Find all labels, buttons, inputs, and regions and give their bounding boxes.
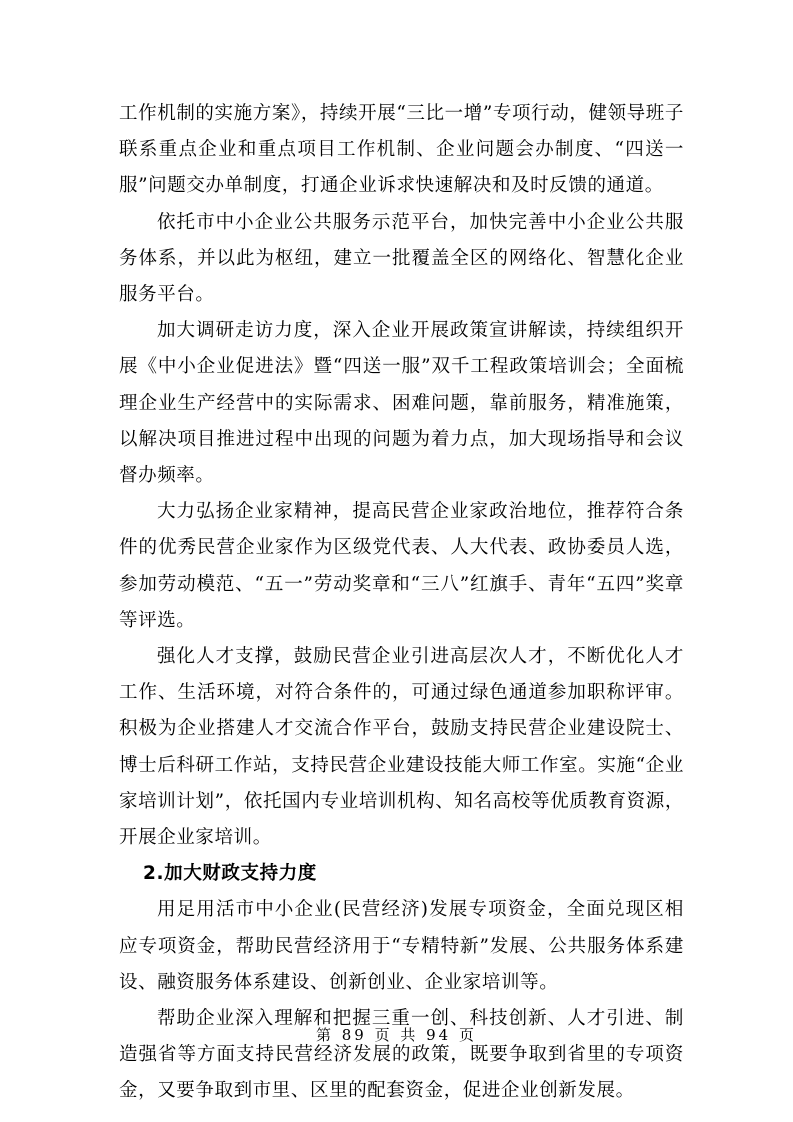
paragraph-4: 大力弘扬企业家精神，提高民营企业家政治地位，推荐符合条件的优秀民营企业家作为区级党代表、人大代表、政协委员人选，参加劳动模范、“五一”劳动奖章和“三八”红旗手、青年“五四”奖章等评选。 [119,501,684,631]
paragraph-3: 加大调研走访力度，深入企业开展政策宣讲解读，持续组织开展《中小企业促进法》暨“四送一服”双千工程政策培训会；全面梳理企业生产经营中的实际需求、困难问题，靠前服务，精准施策，以解决项目推进过程中出现的问题为着力点，加大现场指导和会议督办频率。 [119,320,684,487]
document-body [119,96,684,1110]
paragraph-7: 帮助企业深入理解和把握三重一创、科技创新、人才引进、制造强省等方面支持民营经济发展的政策，既要争取到省里的专项资金，又要争取到市里、区里的配套资金，促进企业创新发展。 [119,1008,684,1102]
section-heading: 2.加大财政支持力度 [143,863,317,885]
paragraph-1: 工作机制的实施方案》，持续开展“三比一增”专项行动，健领导班子联系重点企业和重点项目工作机制、企业问题会办制度、“四送一服”问题交办单制度，打通企业诉求快速解决和及时反馈的通道。 [119,103,684,197]
paragraph-6: 用足用活市中小企业(民营经济)发展专项资金，全面兑现区相应专项资金，帮助民营经济用于“专精特新”发展、公共服务体系建设、融资服务体系建设、创新创业、企业家培训等。 [119,899,684,993]
paragraph-2: 依托市中小企业公共服务示范平台，加快完善中小企业公共服务体系，并以此为枢纽，建立一批覆盖全区的网络化、智慧化企业服务平台。 [119,211,684,306]
page-footer: 第 89 页 共 94 页 [315,1026,477,1044]
paragraph-5: 强化人才支撑，鼓励民营企业引进高层次人才，不断优化人才工作、生活环境，对符合条件的，可通过绿色通道参加职称评审。积极为企业搭建人才交流合作平台，鼓励支持民营企业建设院士、博士后科研工作站，支持民营企业建设技能大师工作室。实施“企业家培训计划”，依托国内专业培训机构、知名高校等优质教育资源，开展企业家培训。 [119,646,684,849]
